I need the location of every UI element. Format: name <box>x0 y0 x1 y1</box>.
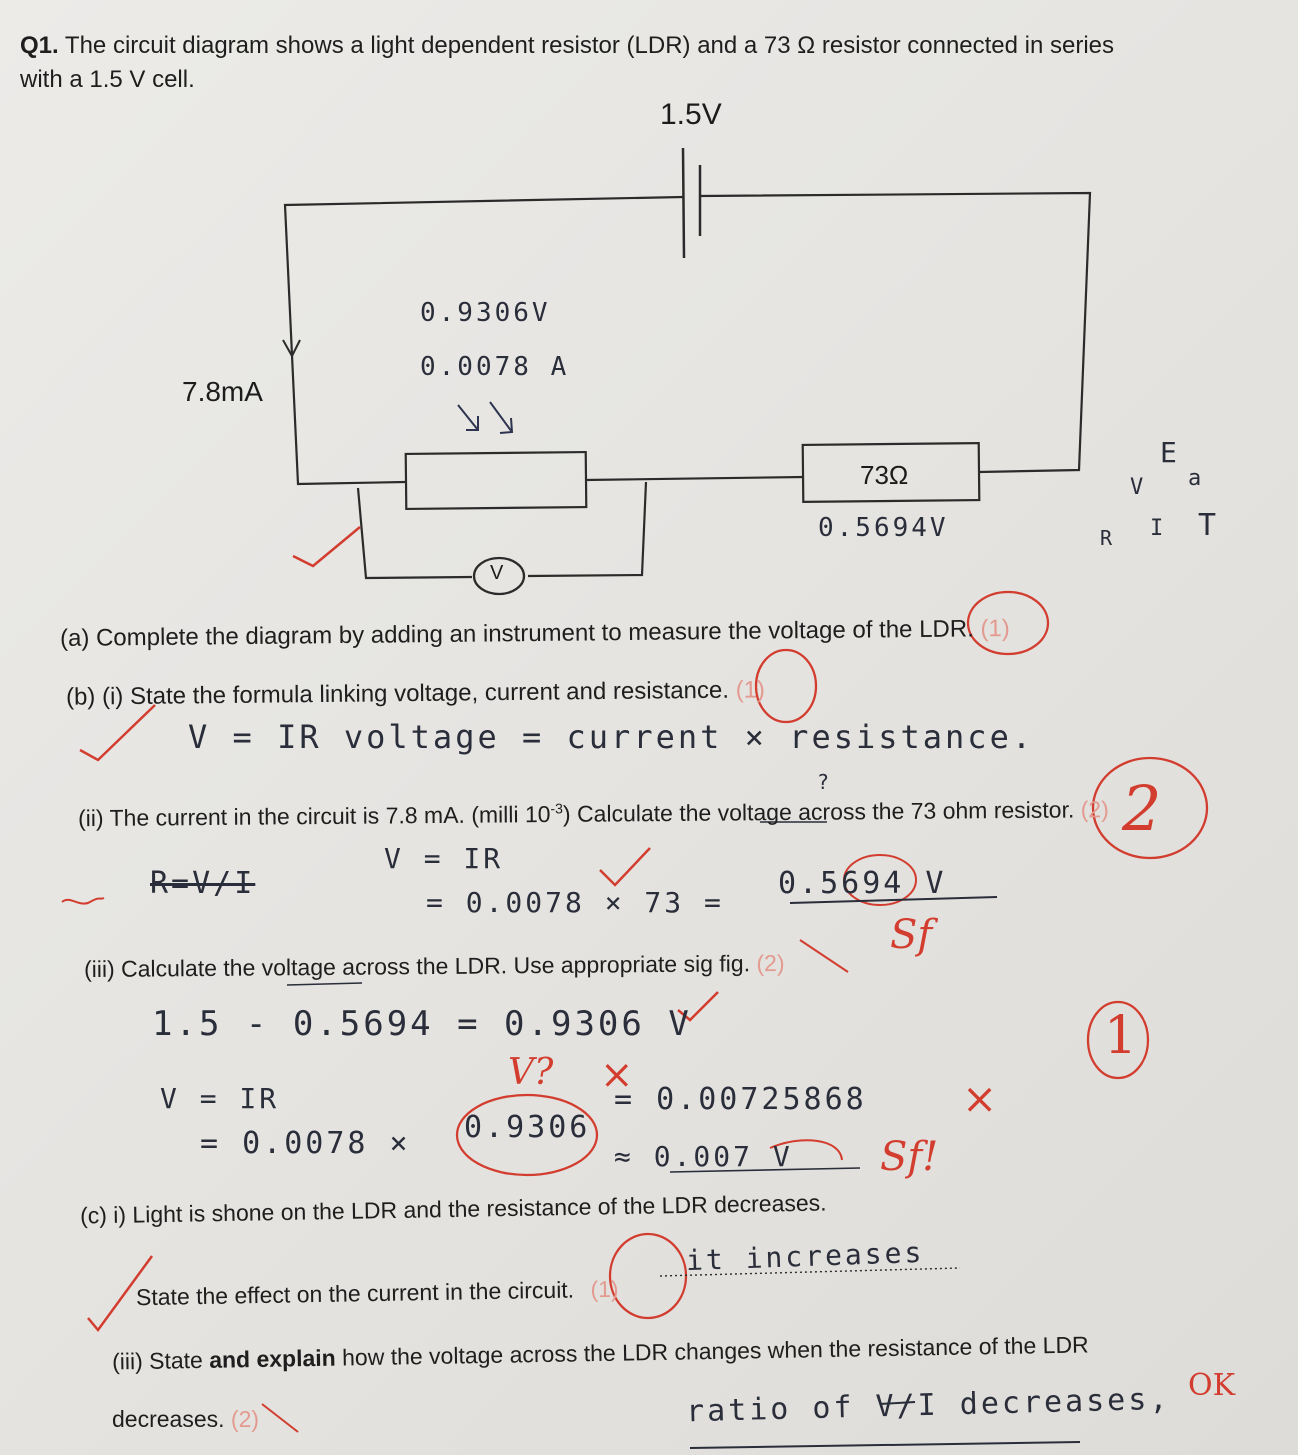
crossed-out-line <box>690 1442 1080 1448</box>
resistor-voltage-note: 0.5694V <box>818 513 949 543</box>
current-label: 7.8mA <box>182 376 263 407</box>
light-arrows-icon <box>458 402 512 433</box>
ldr-current-note: 0.0078 A <box>420 352 570 382</box>
ldr-voltage-note: 0.9306V <box>420 298 551 328</box>
part-ciii-question-line2 <box>112 1406 259 1433</box>
part-bii-work-line1: V = IR <box>384 842 504 875</box>
part-biii-work-line3c: = 0.00725868 <box>614 1082 867 1117</box>
mark-circle-ci-icon <box>610 1234 686 1318</box>
triangle-v: V <box>1130 475 1147 500</box>
part-biii-work-line3b: 0.9306 <box>464 1110 591 1145</box>
part-bii-marks: (2) <box>1080 796 1109 823</box>
part-a-marks: (1) <box>980 615 1010 643</box>
tick-mark-icon <box>293 527 360 566</box>
resistor-label: 73Ω <box>860 460 909 490</box>
triangle-e: E <box>1160 436 1180 469</box>
part-biii-work-line2: V = IR <box>160 1082 280 1115</box>
part-ciii-text-a: (iii) State <box>111 1346 210 1375</box>
part-bii-query: ? <box>817 770 833 794</box>
part-biii-text: (iii) Calculate the voltage across the LDR. Use appropriate sig fig. <box>83 950 751 983</box>
part-bii-answer: 0.5694 V <box>778 866 947 901</box>
part-bii-grade: 2 <box>1122 772 1162 845</box>
part-bi-answer: V = IR voltage = current × resistance. <box>188 718 1035 756</box>
tick-bi-icon <box>80 705 155 760</box>
part-biii-cross2: × <box>962 1074 998 1123</box>
question-intro-line2: with a 1.5 V cell. <box>20 66 195 93</box>
part-bii-sf-note: Sf <box>890 912 933 958</box>
ldr-symbol <box>406 452 587 509</box>
mark-circle-bi-icon <box>756 650 816 722</box>
part-bii-work-line2: = 0.0078 × 73 = <box>426 886 724 919</box>
part-biii-marks: (2) <box>756 949 785 977</box>
part-ciii-text-c: how the voltage across the LDR changes when the resistance of the LDR <box>335 1331 1089 1371</box>
part-biii-query: V? <box>508 1052 554 1093</box>
part-biii-work-line3a: = 0.0078 × <box>200 1126 411 1161</box>
part-bi-text: (b) (i) State the formula linking voltage, current and resistance. <box>65 676 730 711</box>
cross-marks-ciii-icon <box>262 1404 298 1432</box>
part-bii-exponent: -3 <box>550 800 563 817</box>
part-biii-work-line4: ≈ 0.007 V <box>614 1140 793 1173</box>
circuit-wires <box>285 193 1090 578</box>
part-bii-crossed-work: R=V/I <box>150 866 256 901</box>
part-bi-marks: (1) <box>735 676 766 704</box>
cell-label: 1.5V <box>660 98 722 131</box>
squiggle-mark-icon <box>62 898 104 904</box>
part-ciii-comment: OK <box>1188 1368 1236 1403</box>
part-biii-work-line1: 1.5 - 0.5694 = 0.9306 V <box>152 1004 692 1044</box>
part-biii-grade: 1 <box>1104 1006 1138 1066</box>
part-biii-sf-note: Sf! <box>880 1134 939 1180</box>
part-ci-marks: (1) <box>590 1275 619 1303</box>
question-intro-line1: The circuit diagram shows a light dependent resistor (LDR) and a 73 Ω resistor connected in series <box>64 32 1115 59</box>
tick-bii-icon <box>600 848 650 885</box>
part-ciii-text-bold: and explain <box>208 1344 336 1373</box>
triangle-i: I <box>1150 516 1167 541</box>
question-number: Q1. <box>20 32 59 59</box>
cell-symbol <box>683 148 700 258</box>
part-bii-text-after: ) Calculate the voltage across the 73 ohm resistor. <box>562 796 1075 827</box>
part-ci-text: State the effect on the current in the circuit. <box>135 1276 575 1311</box>
part-ciii-marks: (2) <box>230 1406 260 1432</box>
part-ci-answer: it increases <box>685 1235 925 1278</box>
part-biii-cross1: × <box>600 1052 634 1098</box>
triangle-t: T <box>1198 508 1220 543</box>
part-ci-question-line1: (c) i) Light is shone on the LDR and the resistance of the LDR decreases. <box>79 1189 827 1229</box>
triangle-a: a <box>1188 466 1205 491</box>
underline-voltage-iii <box>287 983 362 985</box>
part-a-text: (a) Complete the diagram by adding an instrument to measure the voltage of the LDR. <box>59 615 974 652</box>
cross-marks-biii-icon <box>800 940 848 972</box>
part-ciii-answer: ratio of V/I decreases, <box>685 1381 1171 1430</box>
part-ciii-text-line2: decreases. <box>112 1406 225 1432</box>
triangle-r: R <box>1100 526 1116 550</box>
part-bii-text: (ii) The current in the circuit is 7.8 mA. (milli 10 <box>77 801 551 832</box>
voltmeter-label: V <box>490 562 504 584</box>
